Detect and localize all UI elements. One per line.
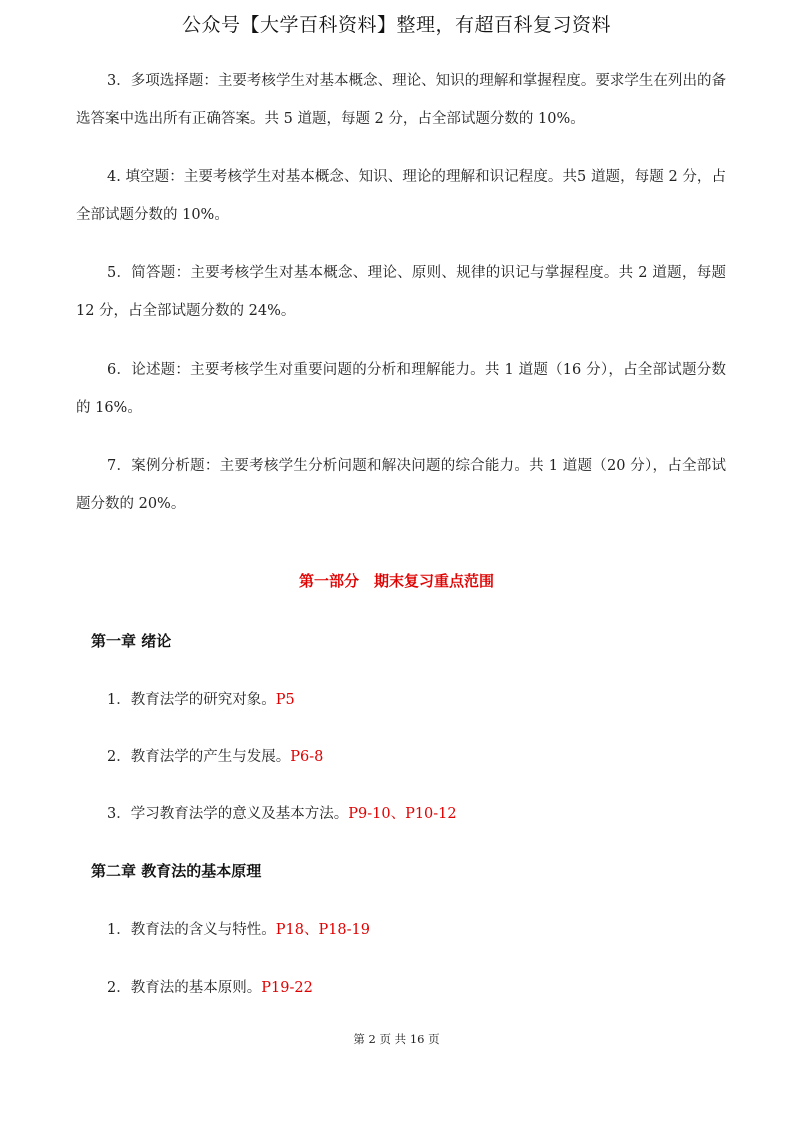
chapter-heading: 第二章 教育法的基本原理	[91, 862, 262, 880]
review-item	[107, 688, 295, 709]
page-reference: P9-10、P10-12	[348, 806, 457, 822]
review-item-text: 1．教育法的含义与特性。	[107, 922, 276, 938]
page-reference: P6-8	[290, 749, 324, 765]
exam-type-paragraph: 3．多项选择题：主要考核学生对基本概念、理论、知识的理解和掌握程度。要求学生在列出的备选答案中选出所有正确答案。共 5 道题，每题 2 分，占全部试题分数的 10%。	[76, 73, 726, 127]
part-title: 第一部分 期末复习重点范围	[298, 572, 494, 590]
exam-type-paragraph: 7．案例分析题：主要考核学生分析问题和解决问题的综合能力。共 1 道题（20 分），占全部试题分数的 20%。	[76, 458, 726, 512]
exam-type-paragraph: 6．论述题：主要考核学生对重要问题的分析和理解能力。共 1 道题（16 分），占全部试题分数的 16%。	[76, 362, 726, 416]
review-item	[107, 918, 370, 939]
page-reference: P5	[275, 692, 295, 708]
review-item-text: 3．学习教育法学的意义及基本方法。	[107, 806, 349, 822]
review-item-text: 2．教育法学的产生与发展。	[107, 749, 291, 765]
page-reference: P18、P18-19	[275, 922, 370, 938]
review-item-text: 2．教育法的基本原则。	[107, 980, 262, 996]
page-reference: P19-22	[261, 980, 313, 996]
exam-type-paragraph: 5．简答题：主要考核学生对基本概念、理论、原则、规律的识记与掌握程度。共 2 道题，每题 12 分，占全部试题分数的 24%。	[76, 265, 726, 319]
review-item-text: 1．教育法学的研究对象。	[107, 692, 276, 708]
review-item	[107, 976, 313, 997]
document-header: 公众号【大学百科资料】整理，有超百科复习资料	[181, 14, 611, 36]
review-item	[107, 745, 323, 766]
exam-type-paragraph: 4. 填空题：主要考核学生对基本概念、知识、理论的理解和识记程度。共5 道题，每题 2 分，占全部试题分数的 10%。	[76, 169, 726, 223]
page-number: 第 2 页 共 16 页	[353, 1032, 440, 1046]
review-item	[107, 802, 457, 823]
chapter-heading: 第一章 绪论	[91, 632, 172, 650]
